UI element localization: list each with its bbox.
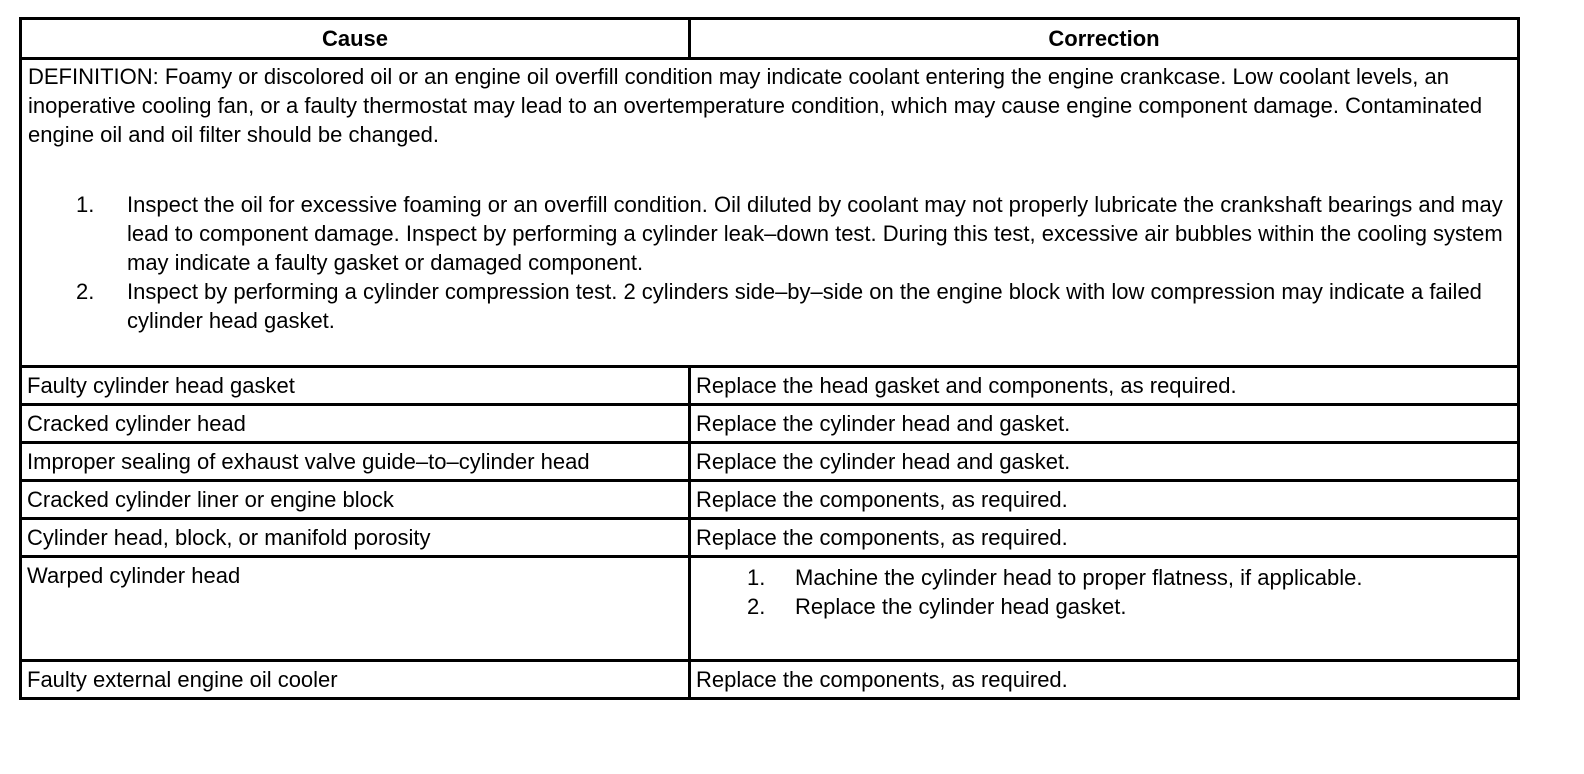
correction-step [696, 592, 1512, 621]
table-row [21, 661, 1519, 699]
cause-cell: Cracked cylinder head [21, 405, 690, 443]
table-row [21, 367, 1519, 405]
correction-cell: Replace the components, as required. [690, 661, 1519, 699]
step-text: Machine the cylinder head to proper flatness, if applicable. [795, 565, 1363, 590]
correction-steps [696, 563, 1512, 621]
step-text: Inspect by performing a cylinder compression test. 2 cylinders side–by–side on the engine block with low compression may indicate a failed cylinder head gasket. [127, 279, 1482, 333]
cause-cell: Faulty external engine oil cooler [21, 661, 690, 699]
definition-step [28, 277, 1512, 335]
table-row [21, 519, 1519, 557]
step-number: 1. [76, 192, 95, 217]
cause-cell: Cylinder head, block, or manifold porosity [21, 519, 690, 557]
table-row [21, 443, 1519, 481]
step-number: 2. [747, 594, 766, 619]
definition-step [28, 190, 1512, 277]
correction-header: Correction [690, 19, 1519, 59]
step-number: 2. [76, 279, 95, 304]
table-row [21, 481, 1519, 519]
cause-cell: Improper sealing of exhaust valve guide–to–cylinder head [21, 443, 690, 481]
correction-cell: Replace the head gasket and components, as required. [690, 367, 1519, 405]
table-row [21, 405, 1519, 443]
cause-header: Cause [21, 19, 690, 59]
step-text: Replace the cylinder head gasket. [795, 594, 1127, 619]
correction-step [696, 563, 1512, 592]
cause-cell: Warped cylinder head [21, 557, 690, 661]
correction-cell: Replace the components, as required. [690, 519, 1519, 557]
definition-steps [28, 190, 1512, 335]
diagnostic-table-container [19, 17, 1517, 700]
definition-row [21, 59, 1519, 367]
correction-cell [690, 557, 1519, 661]
step-text: Inspect the oil for excessive foaming or an overfill condition. Oil diluted by coolant may not properly lubricate the crankshaft bearings and may lead to component damage. Inspect by performing a cylinder leak–down test. During this test, excessive air bubbles within the cooling system may indicate a faulty gasket or damaged component. [127, 192, 1503, 275]
correction-cell: Replace the cylinder head and gasket. [690, 405, 1519, 443]
definition-text: DEFINITION: Foamy or discolored oil or an engine oil overfill condition may indicate coolant entering the engine crankcase. Low coolant levels, an inoperative cooling fan, or a faulty thermostat may lead to an overtemperature condition, which may cause engine component damage. Contaminated engine oil and oil filter should be changed. [28, 64, 1483, 147]
cause-cell: Cracked cylinder liner or engine block [21, 481, 690, 519]
header-row [21, 19, 1519, 59]
correction-cell: Replace the components, as required. [690, 481, 1519, 519]
correction-cell: Replace the cylinder head and gasket. [690, 443, 1519, 481]
cause-cell: Faulty cylinder head gasket [21, 367, 690, 405]
table-row-warped [21, 557, 1519, 661]
step-number: 1. [747, 565, 766, 590]
diagnostic-table [19, 17, 1520, 700]
definition-cell [21, 59, 1519, 367]
